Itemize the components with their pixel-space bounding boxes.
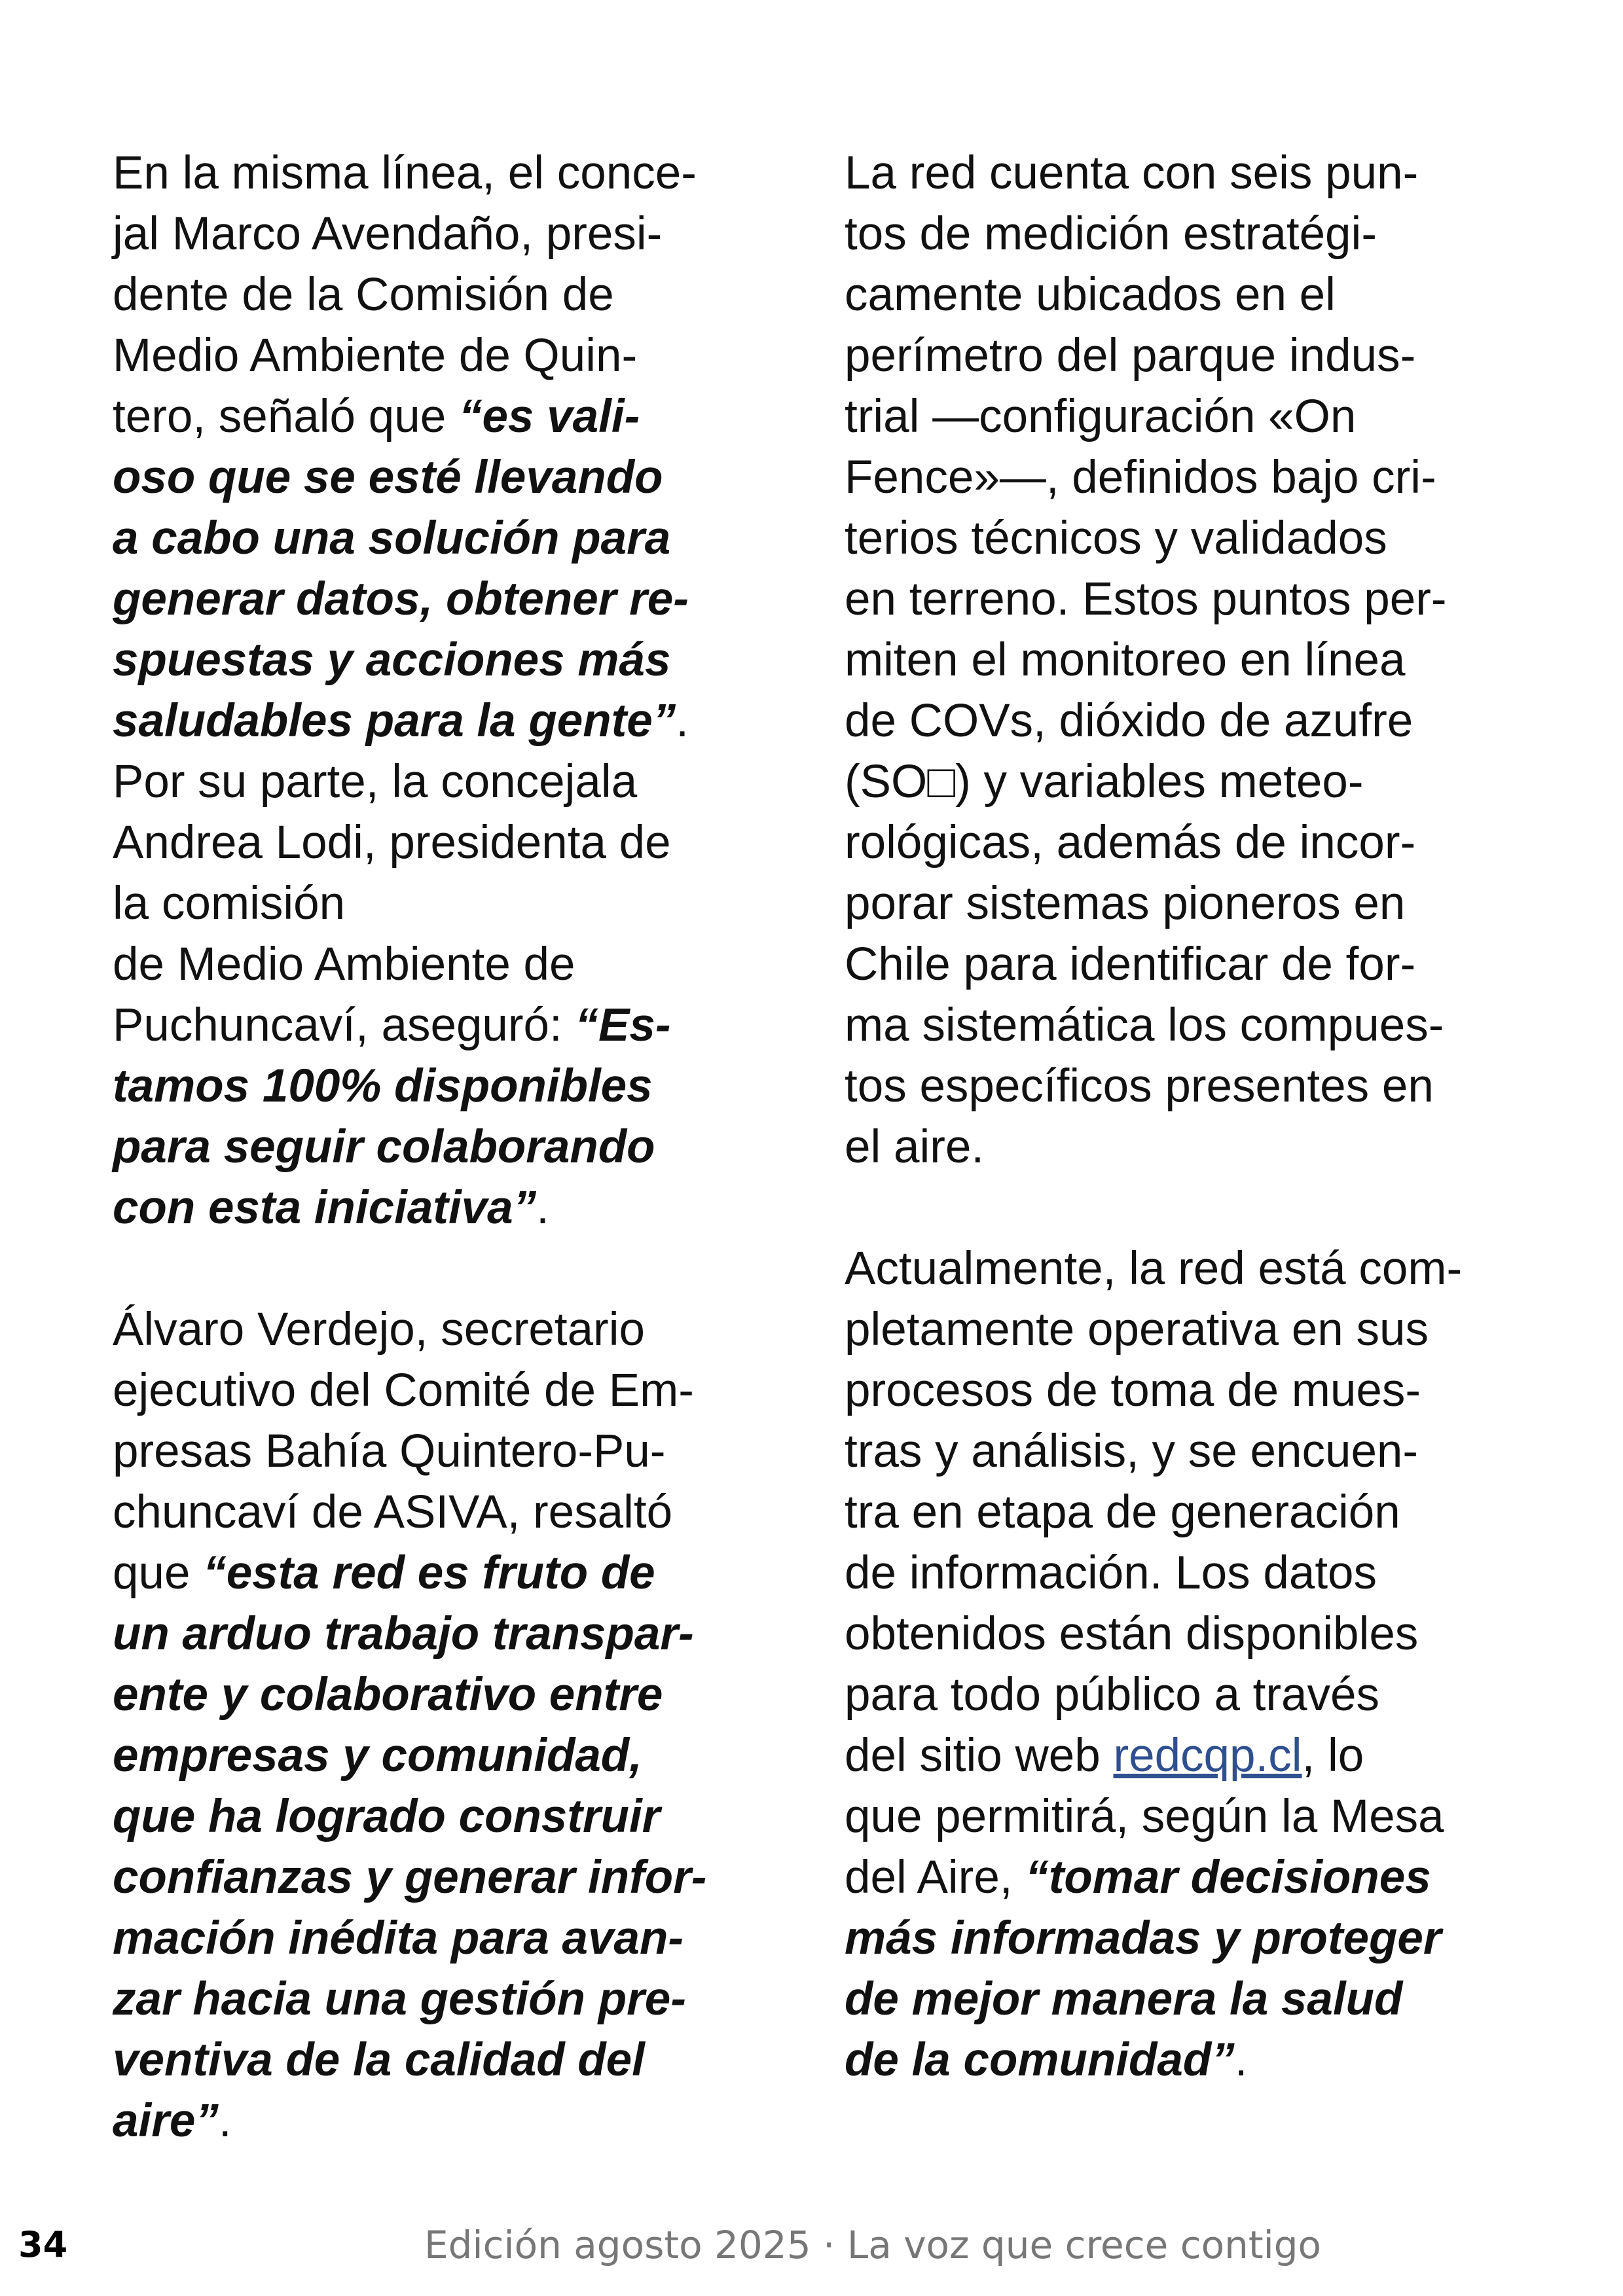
- text-run: presas Bahía Quintero-Pu-: [113, 1426, 666, 1477]
- text-line: [845, 264, 1532, 325]
- text-line: pletamente operativa en sus: [845, 1304, 1429, 1355]
- quote-text: para seguir colaborando: [113, 1121, 655, 1173]
- text-line: [113, 204, 767, 264]
- text-line: [113, 751, 767, 812]
- quote-text: aire”: [113, 2095, 219, 2147]
- text-line: [113, 1360, 767, 1421]
- text-line: [113, 1177, 767, 1238]
- text-run: terios técnicos y validados: [845, 512, 1387, 564]
- paragraph-asiva: [113, 1299, 767, 2151]
- text-line: [845, 386, 1532, 447]
- text-line: [113, 1543, 767, 1604]
- text-line: [845, 812, 1532, 873]
- text-run: de Medio Ambiente de: [113, 939, 575, 990]
- text-line: [845, 1847, 1532, 1908]
- quote-text: con esta iniciativa”: [113, 1182, 537, 1234]
- text-line: [845, 1056, 1532, 1117]
- text-line: [113, 508, 767, 569]
- text-line: de información. Los datos: [845, 1547, 1377, 1599]
- page-number: 34: [18, 2224, 68, 2265]
- quote-text: ventiva de la calidad del: [113, 2034, 645, 2086]
- text-run: de COVs, dióxido de azufre: [845, 695, 1413, 747]
- text-line: [113, 1299, 767, 1360]
- text-line: [845, 1725, 1532, 1786]
- quote-text: un arduo trabajo transpar-: [113, 1608, 694, 1660]
- text-run: trial —configuración «On: [845, 391, 1357, 442]
- paragraph-red-operativa: [845, 1238, 1532, 2090]
- footer-edition: Edición agosto 2025 · La voz que crece contigo: [424, 2223, 1322, 2267]
- text-run: que: [113, 1547, 204, 1599]
- text-line: [113, 1786, 767, 1847]
- text-line: [845, 508, 1532, 569]
- text-line: [845, 873, 1532, 934]
- quote-text: zar hacia una gestión pre-: [113, 1973, 686, 2025]
- quote-text: saludables para la gente”: [113, 695, 676, 747]
- text-run: En la misma línea, el conce-: [113, 147, 697, 199]
- text-run: Puchuncaví, aseguró:: [113, 999, 575, 1051]
- text-run: .: [536, 1182, 549, 1234]
- text-line: [113, 1969, 767, 2030]
- quote-text: generar datos, obtener re-: [113, 573, 689, 625]
- redcqp-website-link[interactable]: redcqp.cl: [1113, 1730, 1302, 1782]
- text-run: , lo: [1302, 1730, 1364, 1782]
- text-line: [845, 1117, 1532, 1177]
- text-line: [113, 1056, 767, 1117]
- text-line: [113, 1847, 767, 1908]
- text-run: la comisión: [113, 878, 346, 929]
- text-run: Álvaro Verdejo, secretario: [113, 1304, 645, 1355]
- text-line: [113, 447, 767, 508]
- text-line: [113, 1482, 767, 1543]
- text-line: [113, 264, 767, 325]
- text-run: .: [1234, 2034, 1248, 2086]
- quote-text: tamos 100% disponibles: [113, 1060, 653, 1112]
- text-run: .: [218, 2095, 232, 2147]
- text-run: porar sistemas pioneros en: [845, 878, 1406, 929]
- text-line: [845, 204, 1532, 264]
- quote-text: confianzas y generar infor-: [113, 1852, 707, 1903]
- text-run: ejecutivo del Comité de Em-: [113, 1365, 694, 1416]
- text-run: tos específicos presentes en: [845, 1060, 1434, 1112]
- quote-text: “tomar decisiones: [1025, 1852, 1431, 1903]
- quote-text: que ha logrado construir: [113, 1791, 661, 1842]
- text-run: ma sistemática los compues-: [845, 999, 1444, 1051]
- text-run: .: [676, 695, 689, 747]
- text-line: [113, 143, 767, 204]
- text-line: [113, 691, 767, 751]
- text-run: del Aire,: [845, 1852, 1026, 1903]
- text-line: tra en etapa de generación: [845, 1486, 1400, 1538]
- text-line: [113, 2030, 767, 2090]
- text-run: Chile para identificar de for-: [845, 939, 1416, 990]
- text-run: el aire.: [845, 1121, 985, 1173]
- text-run: miten el monitoreo en línea: [845, 634, 1406, 686]
- text-line: [845, 447, 1532, 508]
- text-line: [113, 995, 767, 1056]
- text-line: tras y análisis, y se encuen-: [845, 1426, 1419, 1477]
- text-line: [113, 1604, 767, 1664]
- quote-text: “Es-: [575, 999, 671, 1051]
- text-run: chuncaví de ASIVA, resaltó: [113, 1486, 673, 1538]
- text-run: tos de medición estratégi-: [845, 208, 1377, 260]
- text-run: Por su parte, la concejala: [113, 756, 638, 808]
- text-run: (SO□) y variables meteo-: [845, 756, 1364, 808]
- text-line: [845, 2030, 1532, 2090]
- text-run: Fence»—, definidos bajo cri-: [845, 452, 1436, 503]
- quote-text: “es vali-: [458, 391, 640, 442]
- text-run: rológicas, además de incor-: [845, 817, 1416, 869]
- text-line: [845, 934, 1532, 995]
- quote-text: spuestas y acciones más: [113, 634, 671, 686]
- text-run: Medio Ambiente de Quin-: [113, 330, 638, 382]
- text-line: [113, 386, 767, 447]
- text-line: [845, 691, 1532, 751]
- text-run: La red cuenta con seis pun-: [845, 147, 1419, 199]
- text-line: [113, 2090, 767, 2151]
- quote-text: ente y colaborativo entre: [113, 1669, 663, 1721]
- text-line: [845, 569, 1532, 630]
- text-line: [113, 873, 767, 934]
- text-line: procesos de toma de mues-: [845, 1365, 1421, 1416]
- text-line: [113, 1117, 767, 1177]
- text-run: tero, señaló que: [113, 391, 459, 442]
- quote-text: “esta red es fruto de: [203, 1547, 655, 1599]
- text-line: [113, 325, 767, 386]
- quote-text: más informadas y proteger: [845, 1912, 1442, 1964]
- quote-text: oso que se esté llevando: [113, 452, 663, 503]
- text-run: del sitio web: [845, 1730, 1114, 1782]
- text-line: Actualmente, la red está com-: [845, 1243, 1463, 1295]
- text-line: [113, 934, 767, 995]
- quote-text: de la comunidad”: [845, 2034, 1235, 2086]
- text-run: dente de la Comisión de: [113, 269, 614, 321]
- text-line: [845, 143, 1532, 204]
- text-line: [845, 751, 1532, 812]
- text-run: jal Marco Avendaño, presi-: [113, 208, 663, 260]
- text-line: [845, 325, 1532, 386]
- text-run: camente ubicados en el: [845, 269, 1336, 321]
- text-line: que permitirá, según la Mesa: [845, 1791, 1444, 1842]
- text-run: Andrea Lodi, presidenta de: [113, 817, 671, 869]
- text-line: para todo público a través: [845, 1669, 1380, 1721]
- quote-text: empresas y comunidad,: [113, 1730, 642, 1782]
- quote-text: a cabo una solución para: [113, 512, 671, 564]
- text-line: [113, 569, 767, 630]
- text-line: [113, 1725, 767, 1786]
- text-line: [113, 1421, 767, 1482]
- text-run: perímetro del parque indus-: [845, 330, 1416, 382]
- text-line: obtenidos están disponibles: [845, 1608, 1419, 1660]
- text-run: en terreno. Estos puntos per-: [845, 573, 1447, 625]
- paragraph-red-puntos: [845, 143, 1532, 1177]
- quote-text: mación inédita para avan-: [113, 1912, 684, 1964]
- text-line: [845, 995, 1532, 1056]
- text-line: [113, 1908, 767, 1969]
- quote-text: de mejor manera la salud: [845, 1973, 1403, 2025]
- right-column: [845, 143, 1532, 2151]
- paragraph-concejales: [113, 143, 767, 1238]
- text-line: [113, 812, 767, 873]
- text-line: [113, 630, 767, 691]
- left-column: [113, 143, 767, 2212]
- text-line: [845, 630, 1532, 691]
- text-line: [113, 1664, 767, 1725]
